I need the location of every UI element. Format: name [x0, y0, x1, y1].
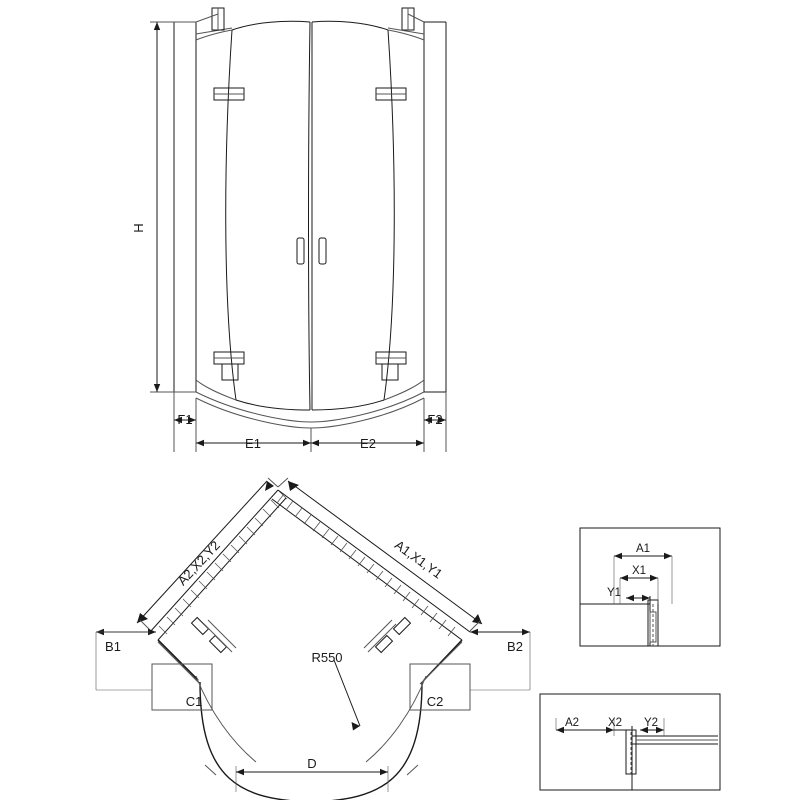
- label-c2: C2: [426, 694, 444, 709]
- label-detail-y2: Y2: [643, 717, 659, 729]
- label-e2: E2: [360, 436, 376, 451]
- front-elevation-view: [150, 8, 446, 452]
- label-detail-x2: X2: [607, 717, 623, 729]
- label-detail-a1: A1: [635, 543, 651, 555]
- plan-view: [96, 478, 530, 800]
- label-a2x2y2: A2,X2,Y2: [174, 537, 223, 589]
- label-detail-x1: X1: [631, 565, 647, 577]
- label-b1: B1: [105, 639, 121, 654]
- label-height: H: [131, 223, 146, 233]
- label-detail-y1: Y1: [606, 587, 622, 599]
- label-a1x1y1: A1,X1,Y1: [392, 537, 446, 582]
- label-radius: R550: [311, 650, 343, 665]
- label-f2: F2: [427, 412, 443, 427]
- detail-bottom-view: [540, 694, 720, 790]
- label-e1: E1: [245, 436, 261, 451]
- label-detail-a2: A2: [564, 717, 580, 729]
- label-d: D: [307, 756, 317, 771]
- label-c1: C1: [185, 694, 203, 709]
- label-f1: F1: [177, 412, 193, 427]
- label-b2: B2: [507, 639, 523, 654]
